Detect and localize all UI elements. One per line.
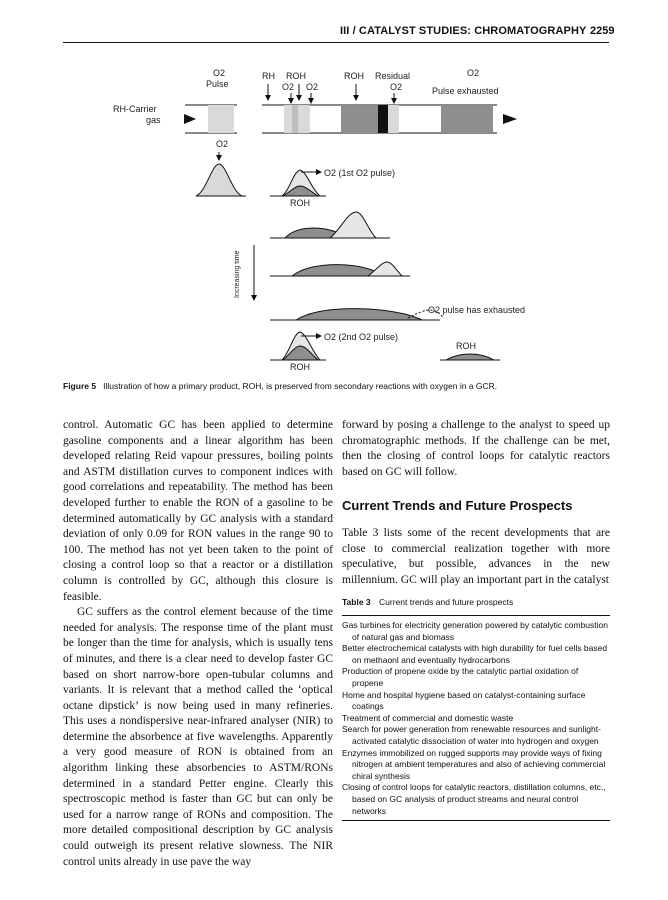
table-row: Home and hospital hygiene based on catalyst-containing surface coatings bbox=[342, 689, 586, 712]
figure-caption-text: Illustration of how a primary product, ROH, is preserved from secondary reactions with oxygen in a GCR. bbox=[103, 381, 498, 391]
label-o2-a: O2 bbox=[282, 82, 295, 92]
outlet-arrow bbox=[503, 114, 517, 124]
paragraph: forward by posing a challenge to the analyst to speed up chromatographic methods. If the challenge can be met, then the closing of control loops for catalytic reactors based on GC will follow. bbox=[342, 419, 610, 478]
table-bottom-rule bbox=[342, 820, 610, 821]
label-second-pulse: O2 (2nd O2 pulse) bbox=[324, 332, 399, 342]
label-o2-exhausted: O2 bbox=[467, 68, 480, 78]
table-row: Better electrochemical catalysts with high durability for fuel cells based on methaonl and eventually hydrocarbons bbox=[342, 643, 608, 665]
label-pulse: Pulse bbox=[206, 79, 229, 89]
label-residual: Residual bbox=[375, 71, 411, 81]
table-3 bbox=[342, 597, 610, 821]
table-row: Search for power generation from renewable resources and sunlight-activated catalytic dissociation of water into hydrogen and oxygen bbox=[342, 724, 601, 746]
right-column bbox=[342, 418, 610, 588]
o2-peak bbox=[196, 164, 242, 196]
label-roh-mid: ROH bbox=[344, 71, 364, 81]
column-tube bbox=[185, 105, 497, 133]
label-increasing-time: Increasing time bbox=[234, 250, 241, 298]
label-roh-3: ROH bbox=[290, 362, 310, 372]
inlet-arrow bbox=[184, 114, 196, 124]
figure-5-diagram bbox=[0, 0, 668, 380]
paragraph: GC suffers as the control element because of the time needed for analysis. The response time of the plant must be longer than the time for analysis, which is usually tens of minutes, and there is a clear need to develop faster GC based on short narrow-bore open-tubular columns and variants. It is relevant that a method called the ‘optical octane dipstick’ is now being used in many refineries. This uses a nondispersive near-infrared analyser (NIR) to determine the absorbence at five wavelengths. Apparently a very good measure of RON is obtained from an algorithm linking these absorbencies to ASTM/RONs determined in a standard Petter engine. Clearly this spectroscopic method is faster than GC but can only be used for a narrow range of RONs and composition. The more detailed compositional description by GC analysis could outweigh its present relative slowness. The NIR control units already in use pave the way bbox=[63, 606, 333, 868]
header-title: III / CATALYST STUDIES: CHROMATOGRAPHY bbox=[340, 25, 587, 37]
figure-caption bbox=[63, 381, 623, 391]
label-carrier-2: gas bbox=[146, 115, 161, 125]
table-caption-text: Current trends and future prospects bbox=[379, 597, 514, 607]
table-row: Production of propene oxide by the catalytic partial oxidation of propene bbox=[342, 666, 579, 688]
label-o2-left: O2 bbox=[216, 139, 229, 149]
label-o2-has-exhausted: O2 pulse has exhausted bbox=[428, 305, 526, 315]
table-row: Treatment of commercial and domestic waste bbox=[342, 712, 514, 723]
label-first-pulse: O2 (1st O2 pulse) bbox=[324, 168, 396, 178]
figure-caption-label: Figure 5 bbox=[63, 381, 97, 391]
left-column bbox=[63, 418, 333, 870]
label-o2-b: O2 bbox=[306, 82, 319, 92]
paragraph: Table 3 lists some of the recent developments that are close to commercial realization together with more speculative, but possible, advances in the new millennium. GC will play an important part in the catalyst bbox=[342, 526, 610, 586]
table-row: Closing of control loops for catalytic reactors, distillation columns, etc., based on GC analysis of product streams and neural control networks bbox=[342, 782, 606, 816]
table-row: Gas turbines for electricity generation powered by catalytic combustion of natural gas and biomass bbox=[342, 620, 608, 642]
paragraph: control. Automatic GC has been applied to determine gasoline components and a linear algorithm has been developed relating Reid vapour pressures, boiling points and ASTM distillation curves to component indices with good correlations and repeatability. The method has been developed further to enable the RON of a gasoline to be determined automatically by GC analysis with a standard deviation of only 0.09 for RON values in the range 90 to 100. The method has not yet been taken to the point of closing a control loop so that a reactor or a distillation column is controlled by GC, although this closure is feasible. bbox=[63, 419, 333, 603]
label-pulse-exhausted: Pulse exhausted bbox=[432, 86, 499, 96]
label-carrier-1: RH-Carrier bbox=[113, 104, 157, 114]
section-heading: Current Trends and Future Prospects bbox=[342, 498, 573, 514]
table-label: Table 3 bbox=[342, 597, 371, 607]
label-o2-c: O2 bbox=[390, 82, 403, 92]
label-rh: RH bbox=[262, 71, 275, 81]
table-body bbox=[342, 616, 610, 820]
table-row: Enzymes immobilized on rugged supports may provide ways of fixing nitrogen at ambient temperatures and also of achieving commercial chiral synthesis bbox=[342, 747, 606, 781]
label-roh-1: ROH bbox=[290, 198, 310, 208]
page-number: 2259 bbox=[590, 25, 615, 37]
label-o2-top: O2 bbox=[213, 68, 226, 78]
label-roh-top: ROH bbox=[286, 71, 306, 81]
table-caption bbox=[342, 597, 610, 607]
label-roh-2: ROH bbox=[456, 341, 476, 351]
